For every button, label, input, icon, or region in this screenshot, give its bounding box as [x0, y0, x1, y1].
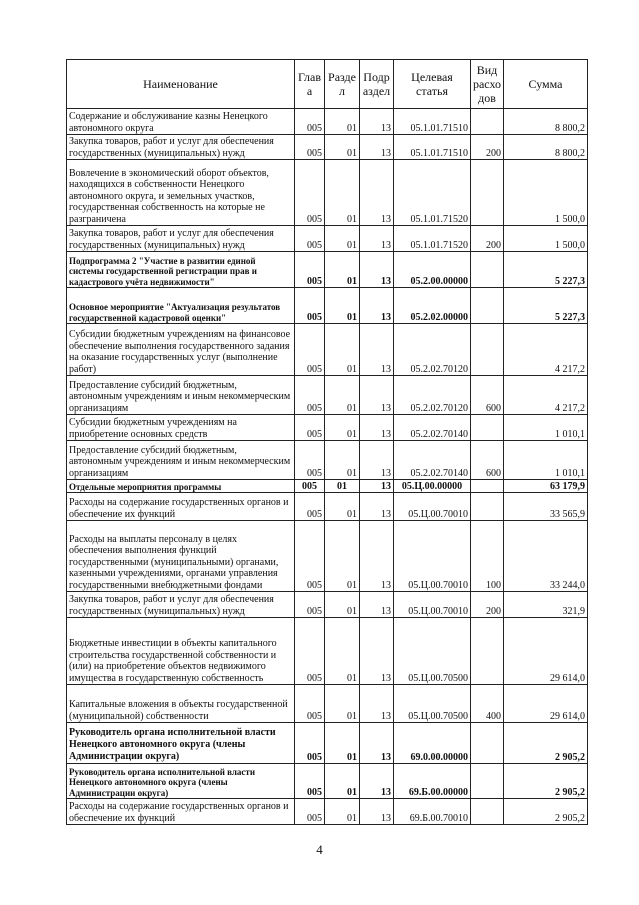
row-sum: 8 800,2 [504, 135, 588, 160]
row-vid [471, 618, 504, 685]
row-vid [471, 723, 504, 764]
row-podrazdel: 13 [360, 521, 394, 592]
row-sum: 2 905,2 [504, 723, 588, 764]
row-target: 05.2.02.70140 [394, 415, 471, 441]
row-podrazdel: 13 [360, 764, 394, 799]
row-podrazdel: 13 [360, 160, 394, 226]
row-target: 05.2.02.00000 [394, 288, 471, 324]
header-name: Наименование [67, 60, 295, 109]
row-sum: 1 010,1 [504, 441, 588, 480]
row-podrazdel: 13 [360, 592, 394, 618]
table-row [67, 226, 588, 252]
row-glava: 005 [295, 764, 325, 799]
row-glava: 005 [295, 685, 325, 723]
header-glava: Глав а [295, 60, 325, 109]
row-glava: 005 [295, 324, 325, 376]
table-row [67, 723, 588, 764]
row-target: 69.0.00.00000 [394, 723, 471, 764]
row-vid: 100 [471, 521, 504, 592]
header-sum: Сумма [504, 60, 588, 109]
row-target: 05.1.01.71510 [394, 135, 471, 160]
row-glava: 005 [295, 592, 325, 618]
row-name: Бюджетные инвестиции в объекты капитального строительства государственной собственности и (или) на приобретение объектов недвижимого имущества в государственную собственность [67, 618, 295, 685]
table-row [67, 521, 588, 592]
row-sum: 1 010,1 [504, 415, 588, 441]
row-vid: 600 [471, 376, 504, 415]
row-vid [471, 288, 504, 324]
table-row [67, 252, 588, 288]
row-name: Предоставление субсидий бюджетным, автономным учреждениям и иным некоммерческим организациям [67, 441, 295, 480]
row-podrazdel: 13 [360, 135, 394, 160]
row-razdel: 01 [325, 376, 360, 415]
table-row [67, 441, 588, 480]
row-sum: 2 905,2 [504, 799, 588, 825]
row-glava: 005 [295, 109, 325, 135]
row-name: Руководитель органа исполнительной власти Ненецкого автономного округа (члены Администрации округа) [67, 764, 295, 799]
row-glava: 005 [295, 493, 325, 521]
row-target: 05.1.01.71510 [394, 109, 471, 135]
row-sum: 321,9 [504, 592, 588, 618]
row-name: Закупка товаров, работ и услуг для обеспечения государственных (муниципальных) нужд [67, 592, 295, 618]
row-razdel: 01 [325, 226, 360, 252]
row-target: 05.Ц.00.70010 [394, 521, 471, 592]
row-sum: 5 227,3 [504, 252, 588, 288]
row-vid [471, 764, 504, 799]
table-row [67, 592, 588, 618]
table-row [67, 288, 588, 324]
row-name: Закупка товаров, работ и услуг для обеспечения государственных (муниципальных) нужд [67, 135, 295, 160]
row-razdel: 01 [325, 799, 360, 825]
table-row [67, 376, 588, 415]
row-sum: 4 217,2 [504, 376, 588, 415]
row-podrazdel: 13 [360, 441, 394, 480]
row-razdel: 01 [325, 135, 360, 160]
row-name: Предоставление субсидий бюджетным, автономным учреждениям и иным некоммерческим организациям [67, 376, 295, 415]
row-name: Основное мероприятие "Актуализация результатов государственной кадастровой оценки" [67, 288, 295, 324]
row-name: Расходы на содержание государственных органов и обеспечение их функций [67, 799, 295, 825]
row-vid: 200 [471, 226, 504, 252]
row-podrazdel: 13 [360, 109, 394, 135]
row-podrazdel: 13 [360, 288, 394, 324]
row-podrazdel: 13 [360, 723, 394, 764]
row-razdel: 01 [325, 480, 360, 493]
row-razdel: 01 [325, 618, 360, 685]
row-target: 05.Ц.00.70010 [394, 592, 471, 618]
row-name: Расходы на выплаты персоналу в целях обеспечения выполнения функций государственными (муниципальными) органами, казенными учреждениями, органами управления государственными внебюджетными фондами [67, 521, 295, 592]
row-glava: 005 [295, 618, 325, 685]
row-glava: 005 [295, 799, 325, 825]
row-sum: 33 244,0 [504, 521, 588, 592]
row-target: 05.Ц.00.70500 [394, 618, 471, 685]
budget-table [66, 59, 588, 825]
row-razdel: 01 [325, 109, 360, 135]
row-razdel: 01 [325, 324, 360, 376]
page-number: 4 [316, 842, 323, 857]
row-target: 69.Б.00.70010 [394, 799, 471, 825]
row-target: 05.1.01.71520 [394, 160, 471, 226]
row-sum: 63 179,9 [504, 480, 588, 493]
row-razdel: 01 [325, 521, 360, 592]
row-glava: 005 [295, 441, 325, 480]
row-name: Расходы на содержание государственных органов и обеспечение их функций [67, 493, 295, 521]
row-sum: 1 500,0 [504, 160, 588, 226]
row-target: 05.1.01.71520 [394, 226, 471, 252]
row-name: Субсидии бюджетным учреждениям на финансовое обеспечение выполнения государственного задания на оказание государственных услуг (выполнение работ) [67, 324, 295, 376]
row-name: Субсидии бюджетным учреждениям на приобретение основных средств [67, 415, 295, 441]
row-sum: 2 905,2 [504, 764, 588, 799]
row-sum: 29 614,0 [504, 618, 588, 685]
row-glava: 005 [295, 135, 325, 160]
row-target: 69.Б.00.00000 [394, 764, 471, 799]
row-podrazdel: 13 [360, 252, 394, 288]
row-podrazdel: 13 [360, 324, 394, 376]
row-razdel: 01 [325, 252, 360, 288]
row-vid [471, 799, 504, 825]
table-row [67, 135, 588, 160]
row-glava: 005 [295, 160, 325, 226]
row-podrazdel: 13 [360, 493, 394, 521]
row-glava: 005 [295, 723, 325, 764]
table-row [67, 480, 588, 493]
row-vid [471, 415, 504, 441]
row-vid: 200 [471, 135, 504, 160]
row-target: 05.Ц.00.00000 [394, 480, 471, 493]
row-vid [471, 252, 504, 288]
row-razdel: 01 [325, 764, 360, 799]
row-glava: 005 [295, 415, 325, 441]
row-name: Подпрограмма 2 "Участие в развитии единой системы государственной регистрации прав и кадастрового учёта недвижимости" [67, 252, 295, 288]
row-podrazdel: 13 [360, 618, 394, 685]
row-vid [471, 160, 504, 226]
table-row [67, 493, 588, 521]
row-glava: 005 [295, 521, 325, 592]
row-razdel: 01 [325, 592, 360, 618]
header-expense-type: Вид расхо дов [471, 60, 504, 109]
row-sum: 8 800,2 [504, 109, 588, 135]
row-target: 05.Ц.00.70010 [394, 493, 471, 521]
row-name: Отдельные мероприятия программы [67, 480, 295, 493]
row-sum: 4 217,2 [504, 324, 588, 376]
row-razdel: 01 [325, 288, 360, 324]
row-glava: 005 [295, 252, 325, 288]
row-podrazdel: 13 [360, 376, 394, 415]
row-vid [471, 324, 504, 376]
row-razdel: 01 [325, 160, 360, 226]
row-podrazdel: 13 [360, 415, 394, 441]
row-glava: 005 [295, 480, 325, 493]
row-sum: 29 614,0 [504, 685, 588, 723]
header-target: Целевая статья [394, 60, 471, 109]
row-vid: 200 [471, 592, 504, 618]
row-vid [471, 480, 504, 493]
row-name: Руководитель органа исполнительной власти Ненецкого автономного округа (члены Администрации округа) [67, 723, 295, 764]
row-target: 05.2.02.70120 [394, 324, 471, 376]
row-glava: 005 [295, 226, 325, 252]
table-row [67, 764, 588, 799]
row-sum: 5 227,3 [504, 288, 588, 324]
row-razdel: 01 [325, 415, 360, 441]
row-podrazdel: 13 [360, 685, 394, 723]
row-name: Капитальные вложения в объекты государственной (муниципальной) собственности [67, 685, 295, 723]
row-sum: 33 565,9 [504, 493, 588, 521]
header-razdel: Разде л [325, 60, 360, 109]
table-header-row [67, 60, 588, 109]
row-podrazdel: 13 [360, 480, 394, 493]
row-razdel: 01 [325, 685, 360, 723]
row-sum: 1 500,0 [504, 226, 588, 252]
row-target: 05.2.00.00000 [394, 252, 471, 288]
row-vid: 600 [471, 441, 504, 480]
row-razdel: 01 [325, 441, 360, 480]
row-target: 05.2.02.70120 [394, 376, 471, 415]
row-glava: 005 [295, 288, 325, 324]
table-row [67, 415, 588, 441]
row-name: Содержание и обслуживание казны Ненецкого автономного округа [67, 109, 295, 135]
row-podrazdel: 13 [360, 226, 394, 252]
row-vid: 400 [471, 685, 504, 723]
row-vid [471, 493, 504, 521]
row-vid [471, 109, 504, 135]
row-glava: 005 [295, 376, 325, 415]
table-row [67, 685, 588, 723]
row-name: Вовлечение в экономический оборот объектов, находящихся в собственности Ненецкого автономного округа, и земельных участков, государственная собственность на которые не разграничена [67, 160, 295, 226]
row-target: 05.2.02.70140 [394, 441, 471, 480]
table-row [67, 109, 588, 135]
row-razdel: 01 [325, 493, 360, 521]
table-row [67, 618, 588, 685]
header-podrazdel: Подр аздел [360, 60, 394, 109]
row-podrazdel: 13 [360, 799, 394, 825]
row-razdel: 01 [325, 723, 360, 764]
table-row [67, 160, 588, 226]
row-target: 05.Ц.00.70500 [394, 685, 471, 723]
row-name: Закупка товаров, работ и услуг для обеспечения государственных (муниципальных) нужд [67, 226, 295, 252]
table-row [67, 799, 588, 825]
table-row [67, 324, 588, 376]
